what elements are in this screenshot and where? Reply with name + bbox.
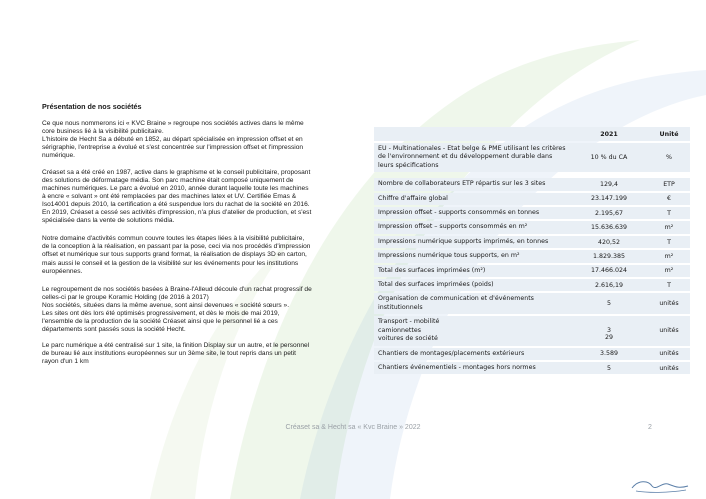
row-label: Total des surfaces imprimées (m²) bbox=[374, 265, 570, 277]
row-unit: m² bbox=[648, 221, 690, 233]
row-label: Chiffre d'affaire global bbox=[374, 193, 570, 205]
row-unit: m² bbox=[648, 265, 690, 277]
row-value: 5 bbox=[570, 293, 648, 314]
header-unit: Unité bbox=[648, 127, 690, 141]
row-value: 3.589 bbox=[570, 348, 648, 360]
row-value: 2.195,67 bbox=[570, 207, 648, 219]
paragraph-regroupement: Le regroupement de nos sociétés basées à Braine-l'Alleud découle d'un rachat progressif de celles-ci par le groupe Koramic Holding (de 2016 à 2017) Nos sociétés, situées dans la même avenue, sont ainsi devenues « société sœurs ». Les sites ont dès lors été optimisés progressivement, et dès le mois de mai 2019, l'ensemble de la production de la société Créaset ainsi que le personnel lié a ces départements sont passés sous la société Hecht. bbox=[42, 285, 312, 334]
row-label: Impressions numérique supports imprimés, en tonnes bbox=[374, 236, 570, 248]
row-label: Total des surfaces imprimées (poids) bbox=[374, 279, 570, 291]
row-value: 17.466.024 bbox=[570, 265, 648, 277]
page-number: 2 bbox=[648, 424, 652, 431]
paragraph-intro: Ce que nous nommerons ici « KVC Braine » regroupe nos sociétés actives dans le même core business lié à la visibilité publicitaire. L'histoire de Hecht Sa a débuté en 1852, au départ spécialisée en impression offset et en sérigraphie, l'entreprise a évolué et s'est concentrée sur l'impression offset et l'impression numérique. bbox=[42, 120, 304, 160]
table-spacer bbox=[374, 174, 690, 176]
table-header-row bbox=[374, 127, 690, 141]
row-value: 3 29 bbox=[570, 316, 648, 345]
row-label: Impression offset – supports consommés en m² bbox=[374, 221, 570, 233]
row-unit: T bbox=[648, 236, 690, 248]
header-year: 2021 bbox=[570, 127, 648, 141]
paragraph-activities: Notre domaine d'activités commun couvre toutes les étapes liées à la visibilité publicitaire, de la conception à la réalisation, en passant par la pose, ceci via nos procédés d'impression offset et numérique sur tous supports grand format, la réalisation de displays 3D en carton, mais aussi le conseil et la gestion de la visibilité sur les événements pour les institutions européennes. bbox=[42, 235, 311, 275]
row-unit: T bbox=[648, 279, 690, 291]
table-row bbox=[374, 221, 690, 233]
row-value: 129,4 bbox=[570, 178, 648, 190]
row-value: 15.636.639 bbox=[570, 221, 648, 233]
row-unit: € bbox=[648, 193, 690, 205]
row-unit: ETP bbox=[648, 178, 690, 190]
row-unit: unités bbox=[648, 293, 690, 314]
row-label: Impressions numérique tous supports, en m² bbox=[374, 250, 570, 262]
row-unit: m² bbox=[648, 250, 690, 262]
statistics-table bbox=[374, 125, 690, 376]
row-value: 2.616,19 bbox=[570, 279, 648, 291]
row-unit: T bbox=[648, 207, 690, 219]
row-value: 1.829.385 bbox=[570, 250, 648, 262]
row-label: Nombre de collaborateurs ETP répartis sur les 3 sites bbox=[374, 178, 570, 190]
row-label: Transport - mobilité camionnettes voitures de société bbox=[374, 316, 570, 345]
row-label: Impression offset - supports consommés en tonnes bbox=[374, 207, 570, 219]
row-label: EU - Multinationales - Etat belge & PME utilisant les critères de l'environnement et du développement durable dans leurs spécifications bbox=[374, 143, 570, 172]
table-body bbox=[374, 143, 690, 374]
row-unit: unités bbox=[648, 316, 690, 345]
table-row bbox=[374, 236, 690, 248]
table-row bbox=[374, 250, 690, 262]
footer-text: Créaset sa & Hecht sa « Kvc Braine » 2022 bbox=[285, 424, 421, 431]
row-value: 10 % du CA bbox=[570, 143, 648, 172]
table-row bbox=[374, 316, 690, 345]
row-value: 23.147.199 bbox=[570, 193, 648, 205]
paragraph-sites: Le parc numérique a été centralisé sur 1 site, la finition Display sur un autre, et le personnel de bureau lié aux institutions européennes sur un 3ème site, le tout repris dans un petit rayon d'un 1 km bbox=[42, 342, 310, 366]
row-unit: unités bbox=[648, 362, 690, 374]
table-row bbox=[374, 293, 690, 314]
row-label: Organisation de communication et d'événements institutionnels bbox=[374, 293, 570, 314]
table-row bbox=[374, 207, 690, 219]
row-value: 420,52 bbox=[570, 236, 648, 248]
presentation-section bbox=[42, 103, 342, 375]
table-row bbox=[374, 143, 690, 172]
table-row bbox=[374, 193, 690, 205]
row-unit: % bbox=[648, 143, 690, 172]
row-value: 5 bbox=[570, 362, 648, 374]
section-title: Présentation de nos sociétés bbox=[42, 102, 142, 111]
table-row bbox=[374, 348, 690, 360]
row-unit: unités bbox=[648, 348, 690, 360]
table-row bbox=[374, 178, 690, 190]
row-label: Chantiers de montages/placements extérieurs bbox=[374, 348, 570, 360]
header-label bbox=[374, 127, 570, 141]
paragraph-creaset: Créaset sa a été créé en 1987, active dans le graphisme et le conseil publicitaire, proposant des solutions de déformatage média. Son parc machine était composé uniquement de machines numériques. Le parc a évolué en 2010, année durant laquelle toute les machines à encre « solvant » ont été remplacées par des machines latex et UV. Certifiée Emas & Iso14001 depuis 2010, la certification a été suspendue lors du rachat de la société en 2016. En 2019, Créaset a cessé ses activités d'impression, n'a plus d'atelier de production, et s'est spécialisée dans la vente de solutions média. bbox=[42, 168, 312, 225]
row-label: Chantiers événementiels - montages hors normes bbox=[374, 362, 570, 374]
table-row bbox=[374, 362, 690, 374]
table-row bbox=[374, 279, 690, 291]
table-row bbox=[374, 265, 690, 277]
signature-mark bbox=[628, 474, 692, 496]
